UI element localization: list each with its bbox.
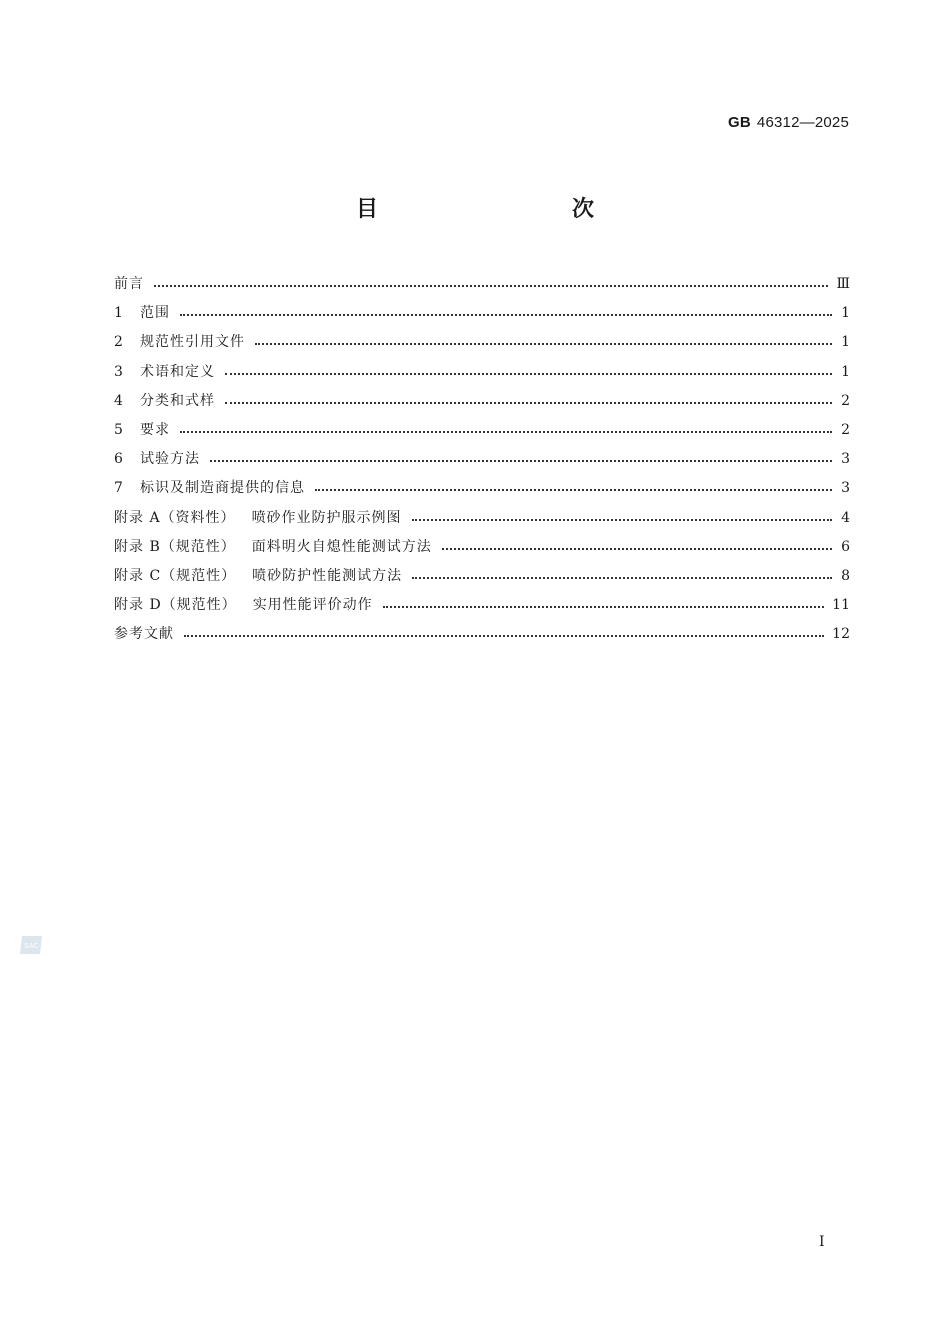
toc-dot-leader [315,478,832,492]
toc-entry-subtitle: 面料明火自熄性能测试方法 [251,538,432,555]
toc-entry-title: 规范性引用文件 [140,334,245,351]
standard-number: 46312—2025 [756,114,849,131]
toc-entry-page: 8 [841,567,850,584]
toc-entry-title: 附录 A（资料性） [114,509,236,526]
toc-entry-title: 术语和定义 [140,363,215,380]
svg-text:SAC: SAC [24,942,39,950]
toc-entry-page: 3 [841,480,850,497]
toc-entry[interactable] [114,504,850,533]
toc-dot-leader [210,449,832,463]
table-of-contents [114,270,850,649]
toc-entry[interactable] [114,562,850,591]
standard-code [728,114,849,131]
toc-entry[interactable] [114,358,850,387]
toc-entry-title: 标识及制造商提供的信息 [140,480,305,497]
toc-entry-title: 附录 C（规范性） [114,567,237,584]
toc-entry-title: 附录 B（规范性） [114,538,236,555]
toc-dot-leader [180,420,832,434]
toc-entry-page: 1 [841,305,850,322]
toc-entry-title: 范围 [140,305,170,322]
toc-entry[interactable] [114,299,850,328]
toc-entry-number: 6 [114,451,123,468]
toc-entry-page: 11 [832,597,850,614]
toc-entry-page: 2 [841,421,850,438]
toc-entry[interactable] [114,533,850,562]
toc-entry-page: 1 [841,334,850,351]
standard-prefix: GB [728,114,751,131]
toc-dot-leader [383,595,824,609]
toc-dot-leader [255,332,832,346]
toc-entry-subtitle: 喷砂作业防护服示例图 [251,509,402,526]
toc-dot-leader [412,566,832,580]
toc-entry-title: 前言 [114,276,144,292]
toc-entry-page: 3 [841,451,850,468]
toc-entry-number: 1 [114,305,123,322]
toc-entry[interactable] [114,416,850,445]
toc-entry-page: 2 [841,392,850,409]
page-number: Ⅰ [819,1234,825,1250]
toc-dot-leader [225,391,832,405]
toc-entry[interactable] [114,387,850,416]
toc-entry-number: 2 [114,334,123,351]
toc-entry[interactable] [114,445,850,474]
toc-entry[interactable] [114,474,850,503]
page-title: 目 次 [355,197,644,222]
toc-entry-title: 试验方法 [140,451,200,468]
toc-entry-subtitle: 实用性能评价动作 [252,597,373,614]
toc-dot-leader [184,624,824,638]
toc-entry[interactable] [114,328,850,357]
sac-logo-icon [18,934,44,956]
toc-entry-page: 6 [841,538,850,555]
toc-entry[interactable] [114,620,850,649]
toc-entry[interactable] [114,270,850,299]
toc-entry-number: 4 [114,392,123,409]
toc-entry-page: 12 [832,626,850,643]
toc-entry-number: 5 [114,421,123,438]
toc-entry-subtitle: 喷砂防护性能测试方法 [252,567,403,584]
toc-entry-title: 要求 [140,421,170,438]
toc-dot-leader [412,508,832,522]
toc-entry[interactable] [114,591,850,620]
toc-entry-page: Ⅲ [836,276,850,292]
toc-entry-number: 7 [114,480,123,497]
toc-entry-page: 1 [841,363,850,380]
toc-dot-leader [225,362,832,376]
toc-dot-leader [154,274,828,288]
toc-entry-number: 3 [114,363,123,380]
toc-entry-title: 分类和式样 [140,392,215,409]
toc-dot-leader [180,303,832,317]
toc-dot-leader [442,537,832,551]
toc-entry-title: 参考文献 [114,626,174,643]
toc-entry-page: 4 [841,509,850,526]
toc-entry-title: 附录 D（规范性） [114,597,237,614]
